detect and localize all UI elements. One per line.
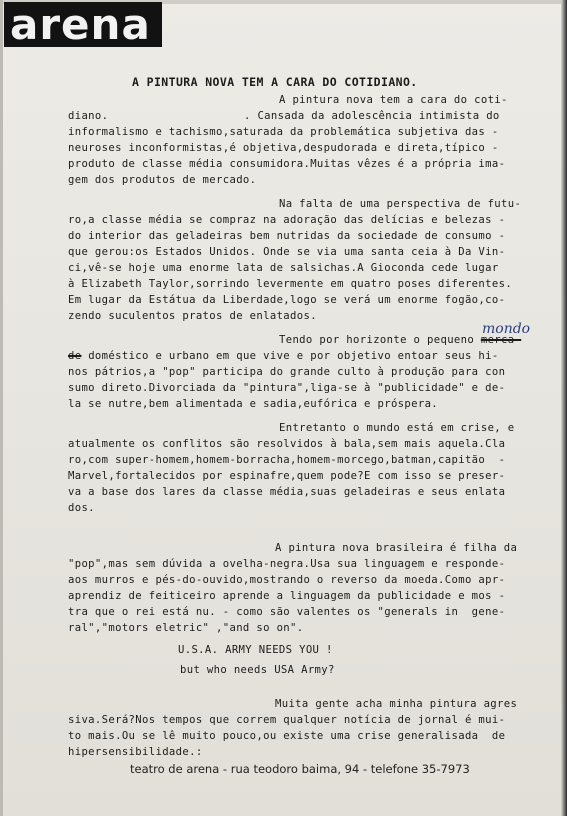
p1-line-2b: . Cansada da adolescência intimista do — [244, 110, 500, 122]
p4-line-6: dos. — [68, 502, 95, 514]
p5-line-8: but who needs USA Army? — [180, 664, 335, 676]
struck-fragment: de — [68, 350, 82, 362]
p3-line-3: nos pátrios,a "pop" participa do grande culto à produção para con — [68, 366, 506, 378]
p5-line-2: "pop",mas sem dúvida a ovelha-negra.Usa sua linguagem e responde- — [68, 558, 506, 570]
p1-line-6: gem dos produtos de mercado. — [68, 174, 257, 186]
p3-line-5: la se nutre,bem alimentada e sadia,eufórica e próspera. — [68, 398, 439, 410]
p4-line-2: atualmente os conflitos são resolvidos à bala,sem mais aquela.Cla — [68, 438, 506, 450]
p4-line-5: va a base dos lares da classe média,suas geladeiras e seus enlata — [68, 486, 506, 498]
p3-line-2-text: doméstico e urbano em que vive e por objetivo entoar seus hi- — [81, 350, 499, 362]
p5-line-5: tra que o rei está nu. - como são valentes os "generals in gene- — [68, 606, 506, 618]
p1-line-4: neuroses inconformistas,é objetiva,despudorada e direta,típico - — [68, 142, 499, 154]
paper-right-edge — [561, 0, 567, 816]
p5-line-3: aos murros e pés-do-ouvido,mostrando o reverso da moeda.Como apr- — [68, 574, 506, 586]
p3-line-1-text: Tendo por horizonte o pequeno — [279, 334, 481, 346]
p5-line-1: A pintura nova brasileira é filha da — [275, 542, 518, 554]
p6-line-4: hipersensibilidade.: — [68, 746, 203, 758]
p2-line-8: zendo suculentos pratos de enlatados. — [68, 310, 317, 322]
p3-line-4: sumo direto.Divorciada da "pintura",liga-se à "publicidade" e de- — [68, 382, 506, 394]
p2-line-5: ci,vê-se hoje uma enorme lata de salsichas.A Gioconda cede lugar — [68, 262, 499, 274]
p2-line-6: à Elizabeth Taylor,sorrindo levermente em quatro poses diferentes. — [68, 278, 513, 290]
p3-line-2 — [68, 349, 499, 363]
p1-line-3: informalismo e tachismo,saturada da problemática subjetiva das - — [68, 126, 499, 138]
p6-line-2: siva.Será?Nos tempos que correm qualquer notícia de jornal é mui- — [68, 714, 506, 726]
p3-line-1 — [279, 333, 521, 347]
p4-line-1: Entretanto o mundo está em crise, e — [279, 422, 515, 434]
p5-line-6: ral","motors eletric" ,"and so on". — [68, 622, 304, 634]
p5-line-7: U.S.A. ARMY NEEDS YOU ! — [178, 644, 333, 656]
arena-logo: arena — [4, 2, 162, 47]
p1-line-2a: diano. — [68, 110, 109, 122]
p2-line-7: Em lugar da Estátua da Liberdade,logo se verá um enorme fogão,co- — [68, 294, 506, 306]
p4-line-4: Marvel,fortalecidos por espinafre,quem pode?E com isso se preser- — [68, 470, 506, 482]
p2-line-3: do interior das geladeiras bem nutridas da sociedade de consumo - — [68, 230, 506, 242]
footer-address: teatro de arena - rua teodoro baima, 94 - telefone 35-7973 — [130, 762, 470, 776]
p4-line-3: ro,com super-homem,homem-borracha,homem-morcego,batman,capitão - — [68, 454, 506, 466]
p2-line-1: Na falta de uma perspectiva de futu- — [279, 198, 522, 210]
handwritten-correction: mondo — [482, 321, 531, 337]
p2-line-2: ro,a classe média se compraz na adoração das delícias e belezas - — [68, 214, 506, 226]
p1-line-1: A pintura nova tem a cara do coti- — [279, 94, 508, 106]
p5-line-4: aprendiz de feiticeiro aprende a linguagem da publicidade e mos - — [68, 590, 506, 602]
p1-line-5: produto de classe média consumidora.Muitas vêzes é a própria ima- — [68, 158, 506, 170]
p6-line-1: Muita gente acha minha pintura agres — [275, 698, 518, 710]
struck-word: merca- — [480, 334, 522, 346]
p2-line-4: que gerou:os Estados Unidos. Onde se via uma santa ceia à Da Vin- — [68, 246, 506, 258]
p6-line-3: to mais.Ou se lê muito pouco,ou existe uma crise generalisada de — [68, 730, 506, 742]
paper-left-edge — [0, 0, 3, 816]
document-title: A PINTURA NOVA TEM A CARA DO COTIDIANO. — [132, 75, 418, 89]
